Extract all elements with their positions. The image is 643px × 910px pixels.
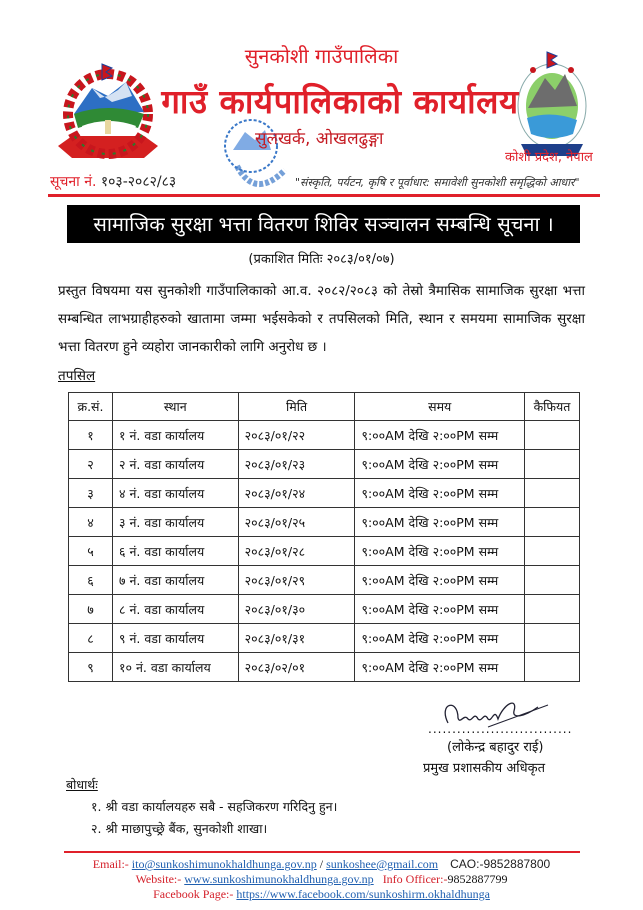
cell-place: ६ नं. वडा कार्यालय (112, 537, 238, 566)
cc-item: २. श्री माछापुच्छ्रे बैंक, सुनकोशी शाखा। (91, 821, 268, 836)
cell-place: ७ नं. वडा कार्यालय (112, 566, 238, 595)
cell-sn: ३ (69, 479, 113, 508)
cell-time: ९:००AM देखि २:००PM सम्म (355, 421, 525, 450)
table-row (69, 595, 580, 624)
table-header-row (69, 393, 580, 421)
cell-date: २०८३/०१/२५ (238, 508, 355, 537)
motto: "संस्कृति, पर्यटन, कृषि र पूर्वाधार: समावेशी सुनकोशी समृद्धिको आधार" (295, 176, 580, 189)
col-header-remarks: कैफियत (524, 393, 579, 421)
table-row (69, 653, 580, 682)
cell-time: ९:००AM देखि २:००PM सम्म (355, 624, 525, 653)
cell-time: ९:००AM देखि २:००PM सम्म (355, 566, 525, 595)
cell-remarks (524, 595, 579, 624)
signature-line: .............................. (428, 722, 573, 736)
cell-place: ९ नं. वडा कार्यालय (112, 624, 238, 653)
facebook-link[interactable]: https://www.facebook.com/sunkoshirm.okhaldhunga (236, 887, 490, 901)
cell-date: २०८३/०१/३१ (238, 624, 355, 653)
email-link-2[interactable]: sunkoshee@gmail.com (326, 857, 439, 871)
footer-divider (64, 851, 580, 853)
cell-date: २०८३/०१/२९ (238, 566, 355, 595)
cell-place: १ नं. वडा कार्यालय (112, 421, 238, 450)
cell-place: ४ नं. वडा कार्यालय (112, 479, 238, 508)
details-label: तपसिल (58, 368, 96, 384)
info-officer-phone: 9852887799 (447, 872, 508, 886)
cell-date: २०८३/०१/२३ (238, 450, 355, 479)
email-label: Email:- (92, 857, 129, 871)
table-row (69, 537, 580, 566)
notice-body: प्रस्तुत विषयमा यस सुनकोशी गाउँपालिकाको आ.व. २०८२/२०८३ को तेस्रो त्रैमासिक सामाजिक सुरक्षा भत्ता सम्बन्धित लाभग्राहीहरुको खातामा जम्मा भईसकेको र तपसिलको मिति, स्थान र समयमा सामाजिक सुरक्षा भत्ता वितरण हुने व्यहोरा जानकारीको लागि अनुरोध छ । (58, 283, 585, 355)
cell-remarks (524, 566, 579, 595)
cell-time: ९:००AM देखि २:००PM सम्म (355, 653, 525, 682)
cell-date: २०८३/०१/२४ (238, 479, 355, 508)
table-row (69, 450, 580, 479)
table-row (69, 624, 580, 653)
cell-place: २ नं. वडा कार्यालय (112, 450, 238, 479)
facebook-label: Facebook Page:- (153, 887, 234, 901)
cell-place: ३ नं. वडा कार्यालय (112, 508, 238, 537)
table-row (69, 508, 580, 537)
cell-place: १० नं. वडा कार्यालय (112, 653, 238, 682)
website-link[interactable]: www.sunkoshimunokhaldhunga.gov.np (184, 872, 374, 886)
table-row (69, 566, 580, 595)
col-header-place: स्थान (112, 393, 238, 421)
cell-time: ९:००AM देखि २:००PM सम्म (355, 479, 525, 508)
header-divider (48, 194, 600, 197)
footer-website-line (0, 872, 643, 887)
cell-remarks (524, 624, 579, 653)
cell-remarks (524, 508, 579, 537)
cell-date: २०८३/०१/२८ (238, 537, 355, 566)
cell-sn: ४ (69, 508, 113, 537)
cc-label: बोधार्थः (66, 777, 98, 792)
table-row (69, 421, 580, 450)
signatory-name: (लोकेन्द्र बहादुर राई) (447, 740, 544, 755)
notice-number (50, 172, 176, 191)
info-officer-label: Info Officer:- (382, 872, 448, 886)
cell-sn: ५ (69, 537, 113, 566)
email-link-1[interactable]: ito@sunkoshimunokhaldhunga.gov.np (131, 857, 317, 871)
table-row (69, 479, 580, 508)
municipality-name: सुनकोशी गाउँपालिका (244, 44, 399, 68)
cell-date: २०८३/०१/३० (238, 595, 355, 624)
nepal-emblem-logo (52, 62, 164, 166)
cell-remarks (524, 479, 579, 508)
footer-email-line (0, 857, 643, 872)
footer-facebook-line (0, 887, 643, 902)
province: कोशी प्रदेश, नेपाल (505, 150, 593, 165)
schedule-table (68, 392, 580, 682)
cell-place: ८ नं. वडा कार्यालय (112, 595, 238, 624)
col-header-date: मिति (238, 393, 355, 421)
cell-time: ९:००AM देखि २:००PM सम्म (355, 595, 525, 624)
col-header-time: समय (355, 393, 525, 421)
website-label: Website:- (135, 872, 182, 886)
cell-date: २०८३/०१/२२ (238, 421, 355, 450)
office-stamp (215, 110, 295, 205)
cc-item: १. श्री वडा कार्यालयहरु सबै - सहजिकरण गरिदिनु हुन। (91, 799, 338, 814)
notice-title: सामाजिक सुरक्षा भत्ता वितरण शिविर सञ्चालन सम्बन्धि सूचना । (67, 205, 580, 243)
cell-sn: ७ (69, 595, 113, 624)
signatory-post: प्रमुख प्रशासकीय अधिकृत (423, 761, 546, 776)
cell-time: ९:००AM देखि २:००PM सम्म (355, 537, 525, 566)
cell-sn: ६ (69, 566, 113, 595)
notice-label: सूचना नं. (50, 174, 97, 190)
cell-remarks (524, 421, 579, 450)
cao-phone: CAO:-9852887800 (450, 857, 551, 871)
col-header-sn: क्र.सं. (69, 393, 113, 421)
cell-sn: २ (69, 450, 113, 479)
cell-remarks (524, 537, 579, 566)
cell-sn: ८ (69, 624, 113, 653)
cell-remarks (524, 653, 579, 682)
office-address: सुलखर्क, ओखलढुङ्गा (255, 129, 384, 149)
cell-date: २०८३/०२/०१ (238, 653, 355, 682)
cell-sn: १ (69, 421, 113, 450)
office-name: गाउँ कार्यपालिकाको कार्यालय (161, 82, 519, 121)
cell-time: ९:००AM देखि २:००PM सम्म (355, 450, 525, 479)
cell-sn: ९ (69, 653, 113, 682)
email-separator: / (319, 857, 324, 871)
cell-remarks (524, 450, 579, 479)
published-date: (प्रकाशित मितिः २०८३/०१/०७) (248, 252, 395, 267)
cell-time: ९:००AM देखि २:००PM सम्म (355, 508, 525, 537)
notice-value: १०३-२०८२/८३ (100, 174, 177, 190)
